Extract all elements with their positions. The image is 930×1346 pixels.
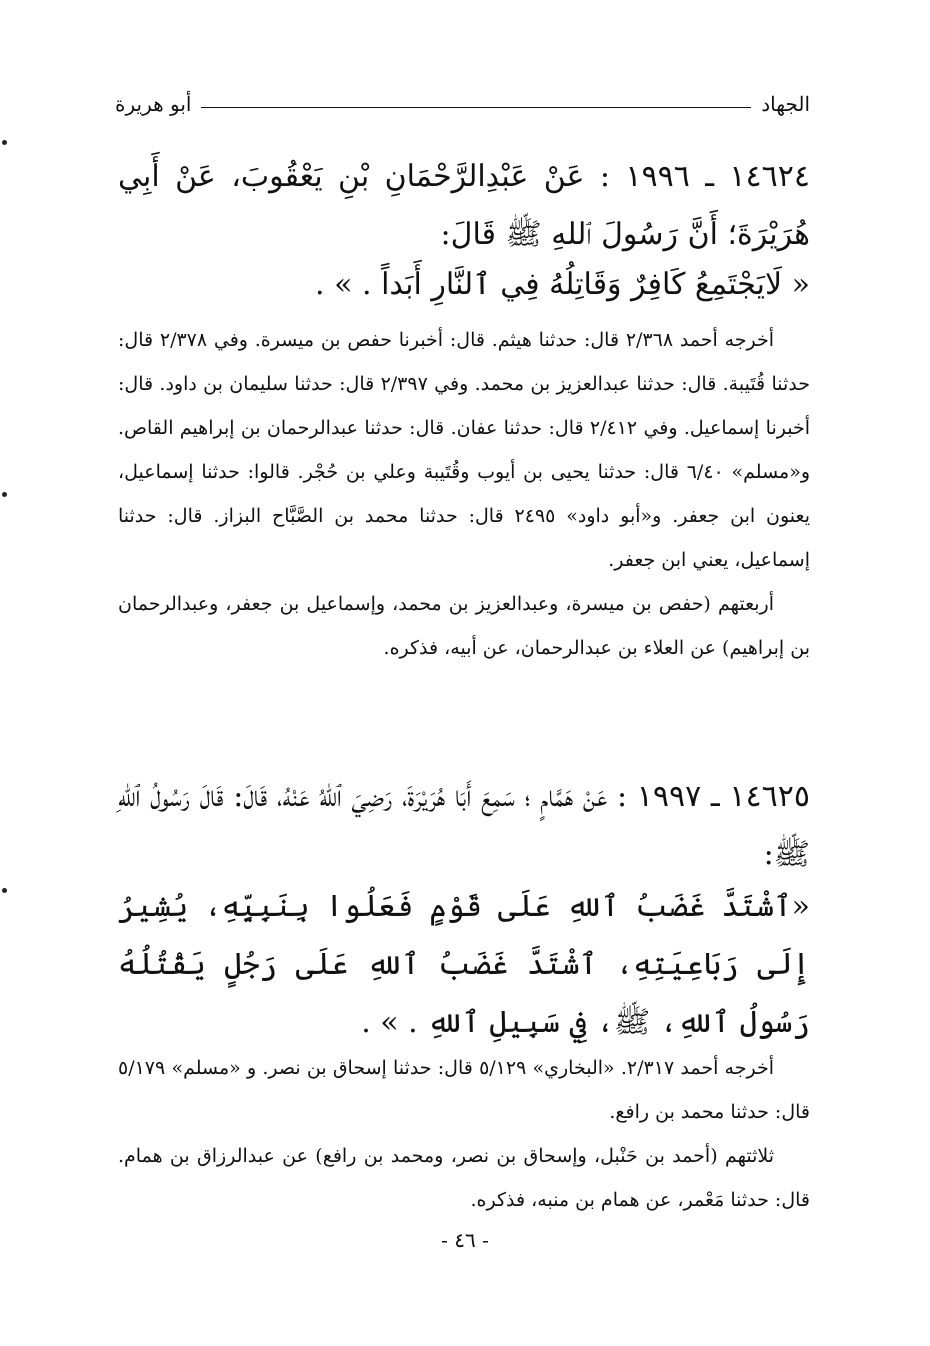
hadith-1-isnad: ١٤٦٢٤ ـ ١٩٩٦ : عَنْ عَبْدِالرَّحْمَانِ بْنِ يَعْقُوبَ، عَنْ أَبِي هُرَيْرَةَ؛ أَنَّ رَسُولَ ٱللهِ ﷺ قَالَ: (118, 159, 810, 252)
hadith-2-isnad: ١٤٦٢٥ ـ ١٩٩٧ : عَنْ هَمَّامٍ ؛ سَمِعَ أَبَا هُرَيْرَةَ، رَضِيَ ٱللهُ عَنْهُ، قَالَ: قَالَ رَسُولُ ٱللهِ ﷺ: (118, 779, 810, 872)
hadith-2-sources: أخرجه أحمد ٢/٣١٧. «البخاري» ٥/١٢٩ قال: حدثنا إسحاق بن نصر. و «مسلم» ٥/١٧٩ قال: حدثنا محمد بن رافع. (118, 1057, 810, 1123)
hadith-1-summary: أربعتهم (حفص بن ميسرة، وعبدالعزيز بن محمد، وإسماعيل بن جعفر، وعبدالرحمان بن إبراهيم) عن العلاء بن عبدالرحمان، عن أبيه، فذكره. (118, 593, 810, 659)
scan-mark (2, 492, 7, 497)
hadith-2-summary: ثلاثتهم (أحمد بن حَنْبل، وإسحاق بن نصر، ومحمد بن رافع) عن عبدالرزاق بن همام. قال: حدثنا مَعْمر، عن همام بن منبه، فذكره. (118, 1145, 810, 1211)
scan-mark (2, 888, 7, 893)
hadith-1-takhrij (118, 318, 810, 670)
hadith-2-takhrij (118, 1046, 810, 1222)
header-narrator-title: أبو هريرة (115, 92, 192, 116)
hadith-2-matn: «ٱشْتَدَّ غَضَبُ ٱللهِ عَلَى قَوْمٍ فَعَلُوا بِنَبِيِّهِ، يُشِيرُ إِلَى رَبَاعِيَتِهِ، ٱشْتَدَّ غَضَبُ ٱللهِ عَلَى رَجُلٍ يَقْتُلُهُ رَسُولُ ٱللهِ، ﷺ، فِي سَبِيلِ ٱللهِ . » . (118, 889, 810, 1040)
hadith-1-sources: أخرجه أحمد ٢/٣٦٨ قال: حدثنا هيثم. قال: أخبرنا حفص بن ميسرة. وفي ٢/٣٧٨ قال: حدثنا قُتَيبة. قال: حدثنا عبدالعزيز بن محمد. وفي ٢/٣٩٧ قال: حدثنا سليمان بن داود. قال: أخبرنا إسماعيل. وفي ٢/٤١٢ قال: حدثنا عفان. قال: حدثنا عبدالرحمان بن إبراهيم القاص. و«مسلم» ٦/٤٠ قال: حدثنا يحيى بن أيوب وقُتَيبة وعلي بن حُجْر. قالوا: حدثنا إسماعيل، يعنون ابن جعفر. و«أبو داود» ٢٤٩٥ قال: حدثنا محمد بن الصَّبَّاح البزاز. قال: حدثنا إسماعيل، يعني ابن جعفر. (118, 329, 811, 571)
hadith-1-matn: « لَايَجْتَمِعُ كَافِرٌ وَقَاتِلُهُ فِي ٱلنَّارِ أَبَداً . » . (315, 267, 810, 302)
header-chapter-title: الجهاد (761, 92, 810, 116)
running-header (115, 88, 810, 116)
page-number: - ٤٦ - (441, 1228, 489, 1252)
header-rule (201, 107, 751, 108)
scan-mark (2, 140, 7, 145)
